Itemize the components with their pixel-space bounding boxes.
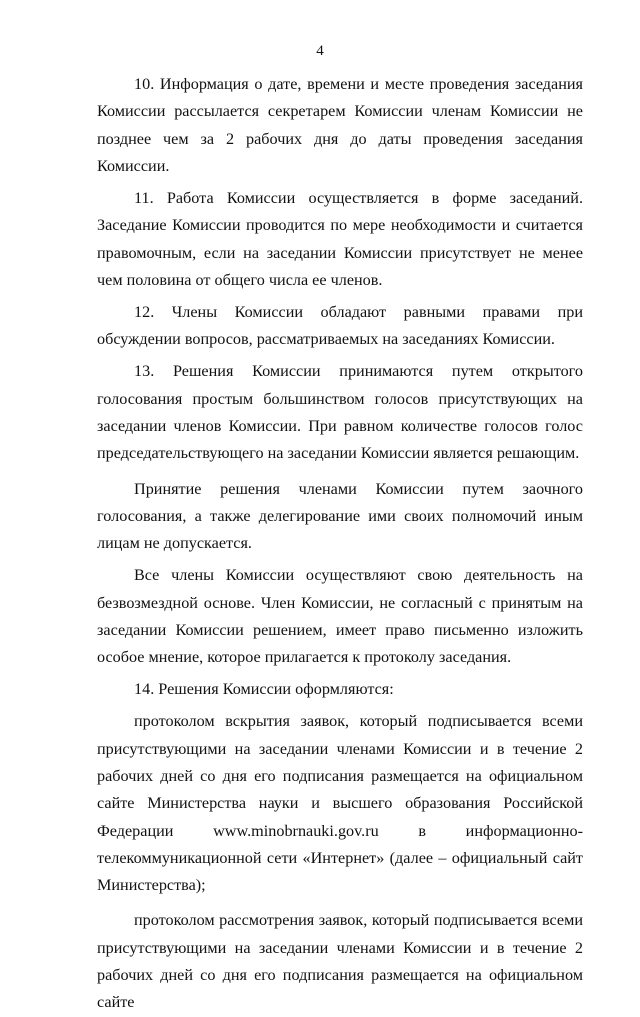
paragraph-14-opening-protocol: протоколом вскрытия заявок, который подписывается всеми присутствующими на заседании членами Комиссии и в течение 2 рабочих дней со дня его подписания размещается на официальном сайте Министерства науки и высшего образования Российской Федерации www.minobrnauki.gov.ru в информационно-телекоммуникационной сети «Интернет» (далее – официальный сайт Министерства); (97, 712, 583, 895)
paragraph-11: 11. Работа Комиссии осуществляется в форме заседаний. Заседание Комиссии проводится по мере необходимости и считается правомочным, если на заседании Комиссии присутствует не менее чем половина от общего числа ее членов. (97, 188, 583, 289)
paragraph-14: 14. Решения Комиссии оформляются: (134, 680, 394, 699)
paragraph-13: 13. Решения Комиссии принимаются путем открытого голосования простым большинством голосов присутствующих на заседании членов Комиссии. При равном количестве голосов голос председательствующего на заседании Комиссии является решающим. (97, 362, 583, 463)
paragraph-10: 10. Информация о дате, времени и месте проведения заседания Комиссии рассылается секретарем Комиссии членам Комиссии не позднее чем за 2 рабочих дня до даты проведения заседания Комиссии. (97, 75, 583, 175)
document-body (97, 71, 583, 1017)
paragraph-14-review-protocol: протоколом рассмотрения заявок, который подписывается всеми присутствующими на заседании членами Комиссии и в течение 2 рабочих дней со дня его подписания размещается на официальном сайте (97, 911, 583, 1012)
paragraph-13-voting: Принятие решения членами Комиссии путем заочного голосования, а также делегирование ими своих полномочий иным лицам не допускается. (97, 479, 583, 553)
page-number: 4 (316, 43, 324, 59)
paragraph-12: 12. Члены Комиссии обладают равными правами при обсуждении вопросов, рассматриваемых на заседаниях Комиссии. (97, 302, 583, 349)
paragraph-13-members: Все члены Комиссии осуществляют свою деятельность на безвозмездной основе. Член Комиссии, не согласный с принятым на заседании Комиссии решением, имеет право письменно изложить особое мнение, которое прилагается к протоколу заседания. (97, 566, 583, 667)
